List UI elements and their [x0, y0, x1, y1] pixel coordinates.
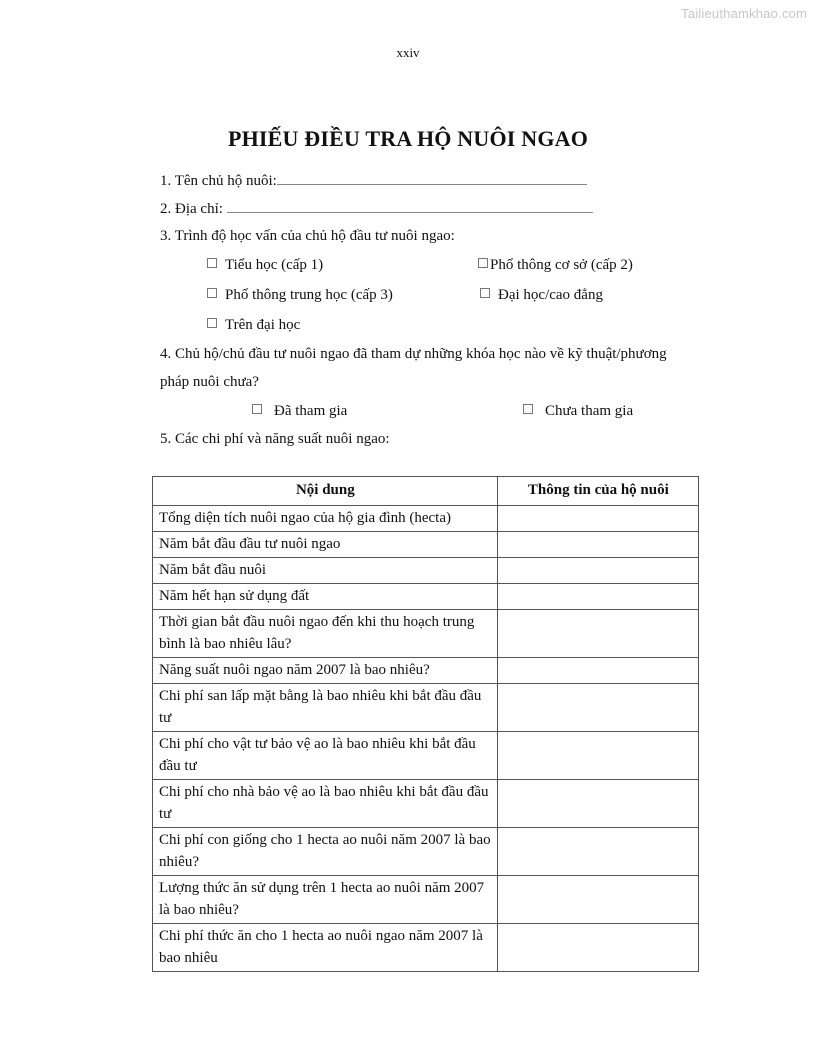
- question-5-label: 5. Các chi phí và năng suất nuôi ngao:: [160, 431, 390, 447]
- watermark: Tailieuthamkhao.com: [681, 6, 807, 21]
- checkbox-icon[interactable]: [523, 404, 533, 414]
- row-value-cell[interactable]: [497, 610, 698, 658]
- option-lower-secondary[interactable]: Phổ thông cơ sở (cấp 2): [478, 257, 633, 274]
- row-value-cell[interactable]: [497, 828, 698, 876]
- option-upper-secondary[interactable]: Phổ thông trung học (cấp 3): [207, 287, 393, 304]
- checkbox-icon[interactable]: [252, 404, 262, 414]
- checkbox-icon[interactable]: [207, 258, 217, 268]
- table-row: [153, 780, 699, 828]
- question-1-label: 1. Tên chủ hộ nuôi:: [160, 173, 277, 189]
- checkbox-icon[interactable]: [480, 288, 490, 298]
- question-4-label-line1: 4. Chủ hộ/chủ đầu tư nuôi ngao đã tham dự những khóa học nào về kỹ thuật/phương: [160, 346, 667, 362]
- row-value-cell[interactable]: [497, 924, 698, 972]
- row-value-cell[interactable]: [497, 532, 698, 558]
- row-content: Chi phí thức ăn cho 1 hecta ao nuôi ngao năm 2007 là bao nhiêu: [153, 924, 498, 972]
- option-attended[interactable]: Đã tham gia: [252, 403, 347, 420]
- question-2: [160, 200, 593, 218]
- row-value-cell[interactable]: [497, 684, 698, 732]
- header-household-info: Thông tin của hộ nuôi: [497, 477, 698, 506]
- row-value-cell[interactable]: [497, 584, 698, 610]
- option-primary-school[interactable]: Tiểu học (cấp 1): [207, 257, 323, 274]
- header-content: Nội dung: [153, 477, 498, 506]
- checkbox-icon[interactable]: [207, 288, 217, 298]
- table-row: [153, 506, 699, 532]
- table-header-row: [153, 477, 699, 506]
- option-not-attended[interactable]: Chưa tham gia: [523, 403, 633, 420]
- question-3-label: 3. Trình độ học vấn của chủ hộ đầu tư nuôi ngao:: [160, 228, 455, 244]
- row-value-cell[interactable]: [497, 658, 698, 684]
- table-row: [153, 584, 699, 610]
- table-row: [153, 532, 699, 558]
- row-content: Chi phí cho nhà bảo vệ ao là bao nhiêu khi bắt đầu đầu tư: [153, 780, 498, 828]
- row-content: Năm bắt đầu đầu tư nuôi ngao: [153, 532, 498, 558]
- document-title: PHIẾU ĐIỀU TRA HỘ NUÔI NGAO: [227, 126, 589, 151]
- row-value-cell[interactable]: [497, 780, 698, 828]
- question-2-label: 2. Địa chỉ:: [160, 201, 223, 217]
- table-row: [153, 610, 699, 658]
- address-field[interactable]: [227, 200, 593, 213]
- table-row: [153, 684, 699, 732]
- row-content: Chi phí san lấp mặt bằng là bao nhiêu khi bắt đầu đầu tư: [153, 684, 498, 732]
- option-university[interactable]: Đại học/cao đẳng: [480, 287, 603, 304]
- row-value-cell[interactable]: [497, 876, 698, 924]
- row-value-cell[interactable]: [497, 558, 698, 584]
- question-4-label-line2: pháp nuôi chưa?: [160, 374, 259, 390]
- row-content: Năng suất nuôi ngao năm 2007 là bao nhiêu?: [153, 658, 498, 684]
- row-content: Năm hết hạn sử dụng đất: [153, 584, 498, 610]
- table-row: [153, 658, 699, 684]
- table-row: [153, 924, 699, 972]
- row-content: Tổng diện tích nuôi ngao của hộ gia đình (hecta): [153, 506, 498, 532]
- row-content: Chi phí cho vật tư bảo vệ ao là bao nhiêu khi bắt đầu đầu tư: [153, 732, 498, 780]
- checkbox-icon[interactable]: [207, 318, 217, 328]
- table-row: [153, 828, 699, 876]
- row-content: Chi phí con giống cho 1 hecta ao nuôi năm 2007 là bao nhiêu?: [153, 828, 498, 876]
- row-content: Thời gian bắt đầu nuôi ngao đến khi thu hoạch trung bình là bao nhiêu lâu?: [153, 610, 498, 658]
- checkbox-icon[interactable]: [478, 258, 488, 268]
- cost-productivity-table: [152, 476, 699, 972]
- row-content: Lượng thức ăn sử dụng trên 1 hecta ao nuôi năm 2007 là bao nhiêu?: [153, 876, 498, 924]
- row-value-cell[interactable]: [497, 732, 698, 780]
- table-row: [153, 732, 699, 780]
- table-row: [153, 876, 699, 924]
- table-row: [153, 558, 699, 584]
- question-1: [160, 172, 587, 190]
- owner-name-field[interactable]: [277, 172, 587, 185]
- page-number: xxiv: [396, 45, 420, 60]
- row-value-cell[interactable]: [497, 506, 698, 532]
- option-postgraduate[interactable]: Trên đại học: [207, 317, 300, 334]
- row-content: Năm bắt đầu nuôi: [153, 558, 498, 584]
